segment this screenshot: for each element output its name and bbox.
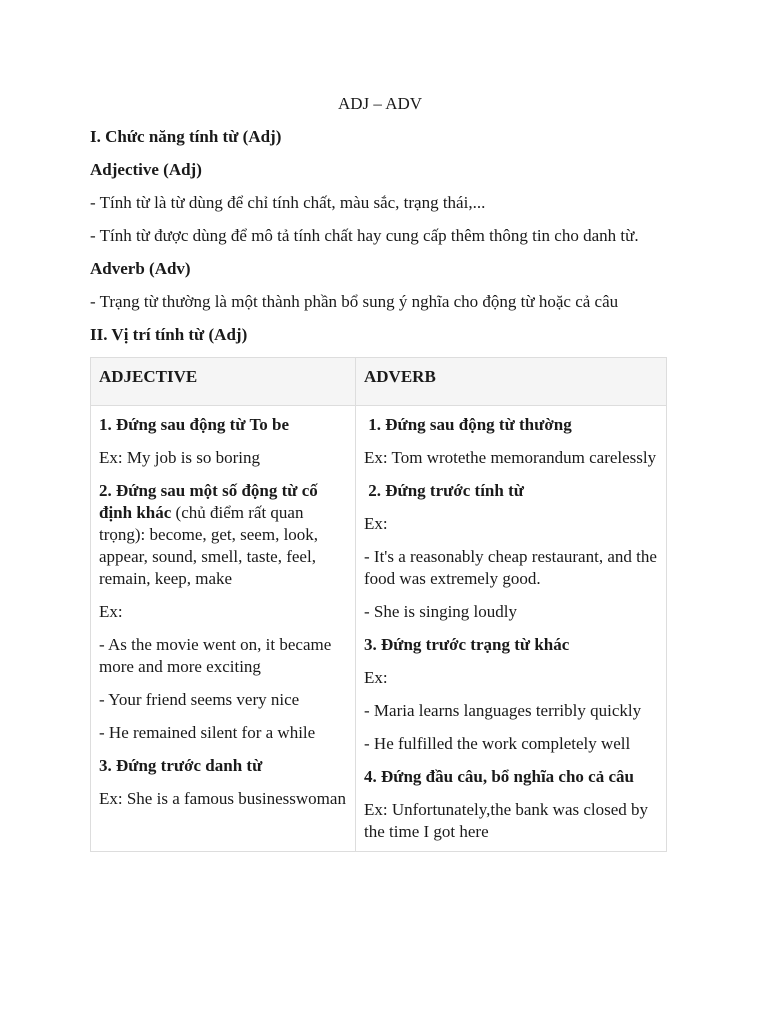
adv-example-item: - It's a reasonably cheap restaurant, and the food was extremely good. [364,547,657,588]
adj-example-2-label: Ex: [99,602,123,621]
adv-example-item: - She is singing loudly [364,602,518,621]
adjective-cell [91,406,356,852]
adjective-column-header: ADJECTIVE [91,358,356,406]
adv-example-1: Ex: Tom wrotethe memorandum carelessly [364,448,657,467]
adv-example-item: - Maria learns languages terribly quickly [364,701,642,720]
document-page [90,93,670,852]
adjective-point: - Tính từ là từ dùng để chỉ tính chất, màu sắc, trạng thái,... [90,193,486,212]
adj-rule-2-title: 2. Đứng sau một số động từ cố định khác [99,481,318,522]
position-table [90,357,667,852]
section2-heading: II. Vị trí tính từ (Adj) [90,325,248,344]
adj-rule-2 [99,480,347,590]
adv-rule-4: 4. Đứng đầu câu, bổ nghĩa cho cả câu [364,767,634,786]
adverb-point: - Trạng từ thường là một thành phần bổ sung ý nghĩa cho động từ hoặc cả câu [90,292,619,311]
document-title: ADJ – ADV [337,94,423,113]
adj-example-item: - Your friend seems very nice [99,690,300,709]
adj-rule-2-detail: (chủ điểm rất quan trọng): become, get, seem, look, appear, sound, smell, taste, feel, remain, keep, make [99,503,319,588]
adv-rule-3: 3. Đứng trước trạng từ khác [364,635,570,654]
adv-example-4: Ex: Unfortunately,the bank was closed by the time I got here [364,800,649,841]
adj-example-item: - He remained silent for a while [99,723,316,742]
adjective-point: - Tính từ được dùng để mô tả tính chất hay cung cấp thêm thông tin cho danh từ. [90,226,639,245]
section1-heading: I. Chức năng tính từ (Adj) [90,127,282,146]
table-row [91,406,667,852]
adj-example-1: Ex: My job is so boring [99,448,261,467]
table-header-row [91,358,667,406]
adv-example-item: - He fulfilled the work completely well [364,734,631,753]
adj-rule-1: 1. Đứng sau động từ To be [99,415,289,434]
adv-example-2-label: Ex: [364,514,388,533]
adj-example-item: - As the movie went on, it became more and more exciting [99,635,332,676]
adj-rule-3: 3. Đứng trước danh từ [99,756,263,775]
adj-example-3: Ex: She is a famous businesswoman [99,789,346,808]
adverb-cell [356,406,667,852]
adv-rule-1: 1. Đứng sau động từ thường [364,415,572,434]
adverb-column-header: ADVERB [356,358,667,406]
adv-example-3-label: Ex: [364,668,388,687]
adjective-heading: Adjective (Adj) [90,160,202,179]
adverb-heading: Adverb (Adv) [90,259,191,278]
adv-rule-2: 2. Đứng trước tính từ [364,481,524,500]
